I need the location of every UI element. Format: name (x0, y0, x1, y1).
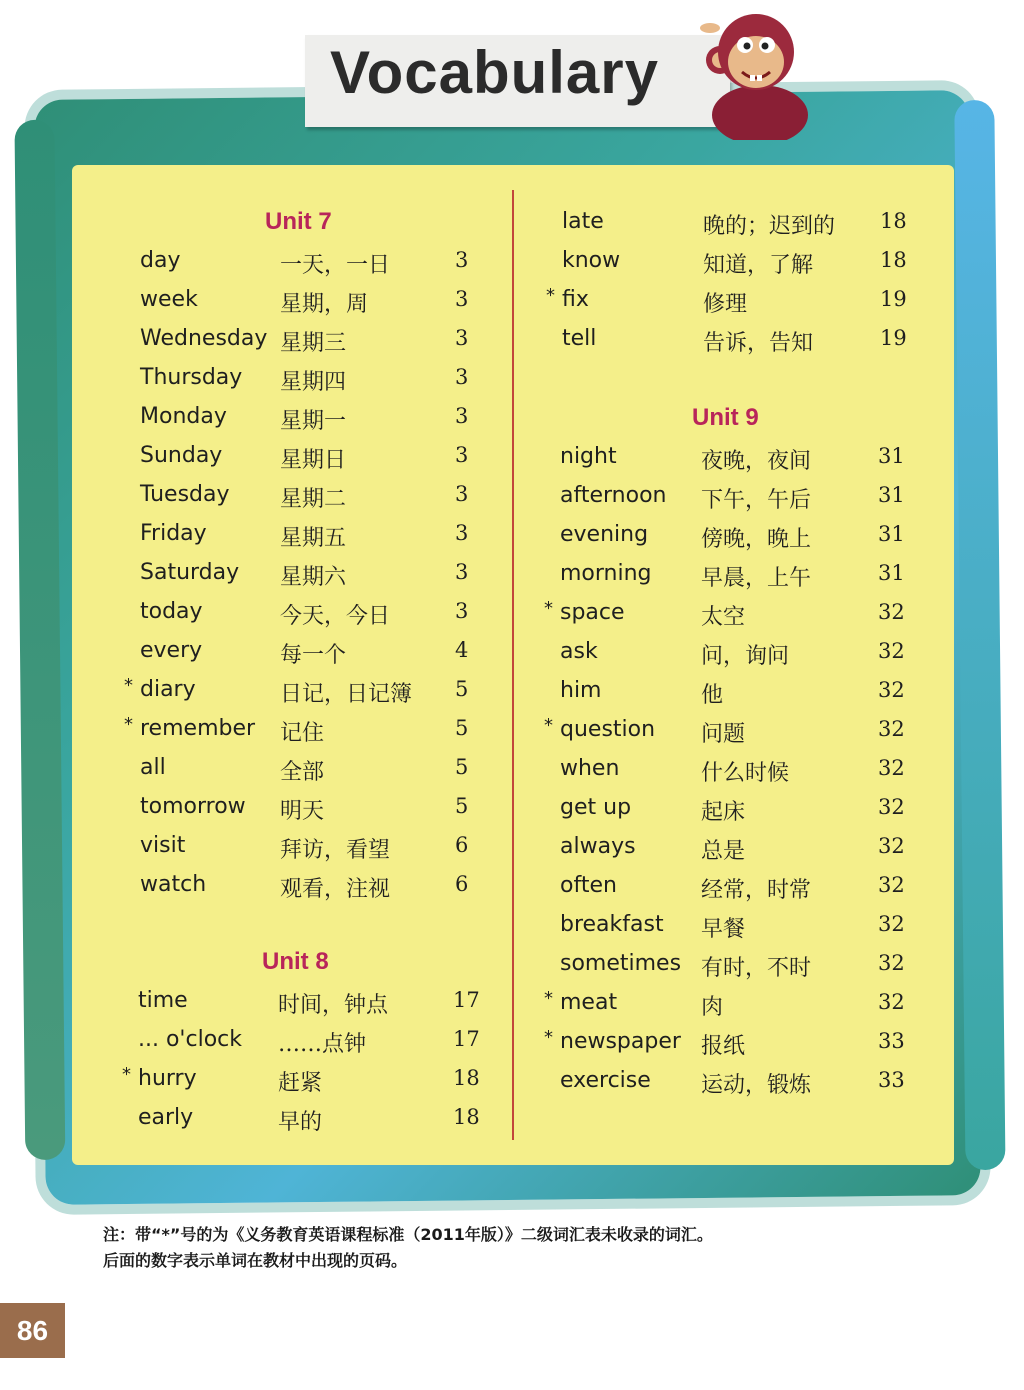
vocab-translation: 总是 (701, 839, 746, 864)
vocab-translation: 报纸 (701, 1034, 746, 1059)
vocab-star-marker: * (544, 715, 553, 736)
vocab-word: week (140, 287, 198, 312)
vocab-word: fix (562, 287, 589, 312)
vocab-word: ... o'clock (138, 1027, 242, 1052)
vocab-translation: 知道，了解 (703, 253, 814, 278)
vocab-star-marker: * (544, 598, 553, 619)
vocab-page: 4 (455, 638, 469, 662)
vocab-translation: ……点钟 (278, 1032, 367, 1057)
vocab-translation: 问题 (701, 722, 746, 747)
vocab-word: Tuesday (140, 482, 230, 507)
vocab-page: 18 (880, 209, 907, 233)
vocab-translation: 星期日 (280, 448, 347, 473)
vocab-page: 32 (878, 990, 905, 1014)
vocab-word: Sunday (140, 443, 223, 468)
vocab-translation: 星期一 (280, 409, 347, 434)
vocab-translation: 星期，周 (280, 292, 369, 317)
vocab-page: 3 (455, 443, 469, 467)
vocab-translation: 日记，日记簿 (280, 682, 413, 707)
vocab-page: 32 (878, 951, 905, 975)
vocab-page: 3 (455, 365, 469, 389)
vocab-page: 19 (880, 287, 907, 311)
vocab-translation: 每一个 (280, 643, 347, 668)
vocab-word: day (140, 248, 181, 273)
vocab-word: diary (140, 677, 196, 702)
vocab-page: 5 (455, 677, 469, 701)
vocab-page: 32 (878, 795, 905, 819)
vocab-translation: 星期五 (280, 526, 347, 551)
vocab-translation: 经常，时常 (701, 878, 812, 903)
vocab-star-marker: * (544, 988, 553, 1009)
vocab-word: exercise (560, 1068, 651, 1093)
vocab-page: 31 (878, 522, 905, 546)
vocab-page: 18 (453, 1105, 480, 1129)
vocab-word: Monday (140, 404, 227, 429)
vocab-translation: 早餐 (701, 917, 746, 942)
vocab-translation: 他 (701, 683, 724, 708)
vocab-star-marker: * (544, 1027, 553, 1048)
vocab-translation: 拜访，看望 (280, 838, 391, 863)
vocab-page: 3 (455, 248, 469, 272)
vocab-page: 32 (878, 834, 905, 858)
vocab-word: get up (560, 795, 632, 820)
vocab-page: 18 (880, 248, 907, 272)
vocab-page: 3 (455, 482, 469, 506)
vocab-page: 3 (455, 326, 469, 350)
vocab-translation: 赶紧 (278, 1071, 323, 1096)
vocab-word: night (560, 444, 617, 469)
vocab-translation: 问，询问 (701, 644, 790, 669)
footnote (103, 1222, 923, 1274)
vocab-word: time (138, 988, 188, 1013)
page-number: 86 (0, 1303, 65, 1358)
vocab-translation: 运动，锻炼 (701, 1073, 812, 1098)
vocab-word: remember (140, 716, 256, 741)
vocab-page: 32 (878, 717, 905, 741)
vocab-word: sometimes (560, 951, 682, 976)
vocab-word: early (138, 1105, 194, 1130)
vocab-word: newspaper (560, 1029, 681, 1054)
vocab-translation: 星期四 (280, 370, 347, 395)
vocab-translation: 什么时候 (701, 761, 790, 786)
vocab-page: 31 (878, 483, 905, 507)
vocab-translation: 星期三 (280, 331, 347, 356)
vocab-translation: 傍晚，晚上 (701, 527, 812, 552)
vocab-page: 3 (455, 521, 469, 545)
vocab-page: 31 (878, 561, 905, 585)
vocab-word: visit (140, 833, 186, 858)
vocab-page: 3 (455, 287, 469, 311)
unit-8-heading: Unit 8 (262, 948, 329, 975)
vocab-star-marker: * (124, 714, 133, 735)
vocab-translation: 肉 (701, 995, 724, 1020)
vocab-translation: 太空 (701, 605, 746, 630)
vocab-word: question (560, 717, 656, 742)
unit-7-heading: Unit 7 (265, 208, 332, 235)
vocab-page: 33 (878, 1068, 905, 1092)
vocab-translation: 明天 (280, 799, 325, 824)
vocab-page: 3 (455, 404, 469, 428)
vocab-word: afternoon (560, 483, 667, 508)
vocab-word: tell (562, 326, 597, 351)
vocab-page: 3 (455, 599, 469, 623)
footnote-line-2: 后面的数字表示单词在教材中出现的页码。 (103, 1251, 408, 1270)
vocab-page: 5 (455, 794, 469, 818)
vocab-word: all (140, 755, 166, 780)
vocab-word: today (140, 599, 203, 624)
vocab-page: 5 (455, 716, 469, 740)
monkey-mascot-icon (690, 0, 810, 140)
vocab-page: 5 (455, 755, 469, 779)
vocab-word: Wednesday (140, 326, 268, 351)
vocab-page: 31 (878, 444, 905, 468)
vocab-word: hurry (138, 1066, 197, 1091)
vocab-word: know (562, 248, 621, 273)
vocab-translation: 早晨，上午 (701, 566, 812, 591)
vocab-page: 32 (878, 600, 905, 624)
vocab-page: 32 (878, 678, 905, 702)
vocab-translation: 早的 (278, 1110, 323, 1135)
unit-9-heading: Unit 9 (692, 404, 759, 431)
vocab-page: 17 (453, 988, 480, 1012)
vocab-word: evening (560, 522, 649, 547)
vocab-word: tomorrow (140, 794, 246, 819)
vocab-translation: 时间，钟点 (278, 993, 389, 1018)
vocab-page: 33 (878, 1029, 905, 1053)
vocab-translation: 星期六 (280, 565, 347, 590)
vocab-translation: 有时，不时 (701, 956, 812, 981)
vocab-word: ask (560, 639, 598, 664)
vocab-word: Friday (140, 521, 207, 546)
vocab-page: 32 (878, 873, 905, 897)
vocab-page: 32 (878, 912, 905, 936)
vocab-star-marker: * (122, 1064, 131, 1085)
vocab-translation: 修理 (703, 292, 748, 317)
vocab-translation: 一天，一日 (280, 253, 391, 278)
footnote-line-1: 注：带“*”号的为《义务教育英语课程标准（2011年版）》二级词汇表未收录的词汇。 (103, 1225, 713, 1244)
vocab-translation: 星期二 (280, 487, 347, 512)
vocab-word: always (560, 834, 636, 859)
vocab-translation: 起床 (701, 800, 746, 825)
vocab-translation: 下午，午后 (701, 488, 812, 513)
vocab-word: watch (140, 872, 207, 897)
vocab-word: Saturday (140, 560, 240, 585)
column-divider (512, 190, 514, 1140)
vocab-word: when (560, 756, 620, 781)
vocab-word: breakfast (560, 912, 664, 937)
vocab-word: every (140, 638, 203, 663)
vocab-translation: 今天，今日 (280, 604, 391, 629)
vocab-word: meat (560, 990, 618, 1015)
vocab-page: 18 (453, 1066, 480, 1090)
vocab-page: 6 (455, 872, 469, 896)
vocab-word: Thursday (140, 365, 243, 390)
vocab-page: 32 (878, 756, 905, 780)
page-title: Vocabulary (330, 39, 660, 106)
vocab-translation: 晚的；迟到的 (703, 214, 836, 239)
vocab-page: 17 (453, 1027, 480, 1051)
vocab-translation: 夜晚，夜间 (701, 449, 812, 474)
vocab-page: 3 (455, 560, 469, 584)
vocab-word: him (560, 678, 602, 703)
vocab-word: often (560, 873, 617, 898)
vocab-word: morning (560, 561, 652, 586)
vocab-page: 19 (880, 326, 907, 350)
vocab-translation: 全部 (280, 760, 325, 785)
vocab-word: late (562, 209, 604, 234)
vocab-page: 32 (878, 639, 905, 663)
vocab-translation: 告诉，告知 (703, 331, 814, 356)
vocab-page: 6 (455, 833, 469, 857)
vocab-star-marker: * (546, 285, 555, 306)
vocab-word: space (560, 600, 625, 625)
vocab-star-marker: * (124, 675, 133, 696)
vocab-translation: 观看，注视 (280, 877, 391, 902)
vocab-translation: 记住 (280, 721, 325, 746)
